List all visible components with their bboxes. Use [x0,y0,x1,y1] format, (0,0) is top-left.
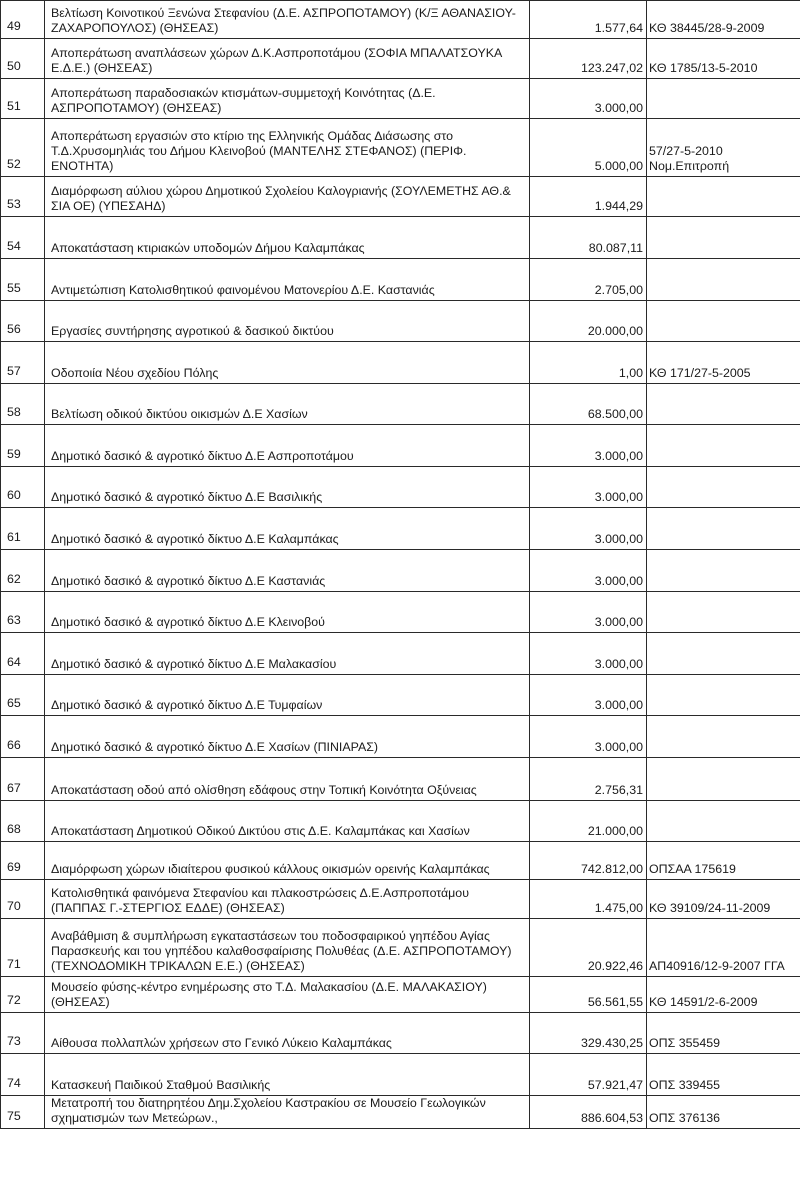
reference-line: ΟΠΣ 339455 [649,1078,721,1092]
project-reference [647,301,800,342]
project-reference [647,592,800,633]
project-reference [647,79,800,119]
project-description: Αντιμετώπιση Κατολισθητικού φαινομένου Ματονερίου Δ.Ε. Καστανιάς [45,259,530,301]
project-reference [647,919,800,977]
project-description: Αποκατάσταση Δημοτικού Οδικού Δικτύου στις Δ.Ε. Καλαμπάκας και Χασίων [45,801,530,842]
project-amount: 3.000,00 [530,467,647,508]
row-number: 49 [1,1,45,39]
project-description: Διαμόρφωση αύλιου χώρου Δημοτικού Σχολείου Καλογριανής (ΣΟΥΛΕΜΕΤΗΣ ΑΘ.& ΣΙΑ ΟΕ) (ΥΠΕΣΑΗΔ) [45,177,530,217]
project-amount: 3.000,00 [530,592,647,633]
table-row [1,880,800,919]
table-row [1,39,800,79]
table-row [1,342,800,384]
row-number: 62 [1,550,45,592]
row-number: 65 [1,675,45,716]
project-amount: 56.561,55 [530,977,647,1013]
project-amount: 3.000,00 [530,79,647,119]
project-description: Αναβάθμιση & συμπλήρωση εγκαταστάσεων του ποδοσφαιρικού γηπέδου Αγίας Παρασκευής και του γηπέδου καλαθοσφαίρισης Πολυθέας (Δ.Ε. ΑΣΠΡΟΠΟΤΑΜΟΥ) (ΤΕΧΝΟΔΟΜΙΚΗ ΤΡΙΚΑΛΩΝ Ε.Ε.) (ΘΗΣΕΑΣ) [45,919,530,977]
reference-line: ΟΠΣ 355459 [649,1036,721,1050]
row-number: 67 [1,758,45,801]
project-description: Εργασίες συντήρησης αγροτικού & δασικού δικτύου [45,301,530,342]
project-reference [647,119,800,177]
reference-line: ΚΘ 1785/13-5-2010 [649,61,758,75]
project-amount: 3.000,00 [530,716,647,758]
project-reference [647,880,800,919]
row-number: 73 [1,1013,45,1054]
table-row [1,842,800,880]
reference-line: ΚΘ 171/27-5-2005 [649,366,751,380]
row-number: 69 [1,842,45,880]
table-row [1,217,800,259]
table-row [1,79,800,119]
project-amount: 886.604,53 [530,1096,647,1129]
table-row [1,633,800,675]
project-description: Δημοτικό δασικό & αγροτικό δίκτυο Δ.Ε Μαλακασίου [45,633,530,675]
row-number: 74 [1,1054,45,1096]
project-description: Αποπεράτωση αναπλάσεων χώρων Δ.Κ.Ασπροποτάμου (ΣΟΦΙΑ ΜΠΑΛΑΤΣΟΥΚΑ Ε.Δ.Ε.) (ΘΗΣΕΑΣ) [45,39,530,79]
project-reference [647,39,800,79]
project-description: Δημοτικό δασικό & αγροτικό δίκτυο Δ.Ε Καλαμπάκας [45,508,530,550]
table-row [1,1013,800,1054]
row-number: 61 [1,508,45,550]
reference-line: ΟΠΣΑΑ 175619 [649,862,736,876]
project-reference [647,342,800,384]
row-number: 54 [1,217,45,259]
project-description: Δημοτικό δασικό & αγροτικό δίκτυο Δ.Ε Βασιλικής [45,467,530,508]
project-amount: 3.000,00 [530,675,647,716]
table-row [1,1,800,39]
project-description: Διαμόρφωση χώρων ιδιαίτερου φυσικού κάλλους οικισμών ορεινής Καλαμπάκας [45,842,530,880]
project-amount: 2.705,00 [530,259,647,301]
table-row [1,977,800,1013]
project-reference [647,1,800,39]
project-amount: 1,00 [530,342,647,384]
project-amount: 80.087,11 [530,217,647,259]
project-amount: 68.500,00 [530,384,647,425]
project-reference [647,467,800,508]
table-row [1,592,800,633]
table-row [1,801,800,842]
project-description: Αίθουσα πολλαπλών χρήσεων στο Γενικό Λύκειο Καλαμπάκας [45,1013,530,1054]
project-description: Δημοτικό δασικό & αγροτικό δίκτυο Δ.Ε Χασίων (ΠΙΝΙΑΡΑΣ) [45,716,530,758]
row-number: 51 [1,79,45,119]
row-number: 64 [1,633,45,675]
project-description: Αποπεράτωση παραδοσιακών κτισμάτων-συμμετοχή Κοινότητας (Δ.Ε. ΑΣΠΡΟΠΟΤΑΜΟΥ) (ΘΗΣΕΑΣ) [45,79,530,119]
project-description: Μετατροπή του διατηρητέου Δημ.Σχολείου Καστρακίου σε Μουσείο Γεωλογικών σχηματισμών των Μετεώρων., [45,1096,530,1129]
reference-line: ΟΠΣ 376136 [649,1111,721,1125]
row-number: 59 [1,425,45,467]
reference-line: ΚΘ 39109/24-11-2009 [649,901,771,915]
row-number: 55 [1,259,45,301]
project-amount: 3.000,00 [530,633,647,675]
project-reference [647,259,800,301]
project-amount: 57.921,47 [530,1054,647,1096]
project-amount: 20.922,46 [530,919,647,977]
row-number: 63 [1,592,45,633]
table-row [1,384,800,425]
project-amount: 20.000,00 [530,301,647,342]
table-row [1,675,800,716]
project-reference [647,633,800,675]
row-number: 50 [1,39,45,79]
project-reference [647,716,800,758]
row-number: 58 [1,384,45,425]
project-reference [647,508,800,550]
table-row [1,1096,800,1129]
project-amount: 21.000,00 [530,801,647,842]
project-amount: 2.756,31 [530,758,647,801]
reference-line: ΚΘ 14591/2-6-2009 [649,995,758,1009]
reference-line: Νομ.Επιτροπή [649,159,730,173]
project-reference [647,550,800,592]
project-reference [647,1096,800,1129]
project-reference [647,425,800,467]
project-description: Αποκατάσταση οδού από ολίσθηση εδάφους στην Τοπική Κοινότητα Οξύνειας [45,758,530,801]
row-number: 70 [1,880,45,919]
reference-line: ΚΘ 38445/28-9-2009 [649,21,765,35]
project-reference [647,217,800,259]
row-number: 75 [1,1096,45,1129]
table-row [1,425,800,467]
row-number: 68 [1,801,45,842]
row-number: 60 [1,467,45,508]
row-number: 57 [1,342,45,384]
row-number: 72 [1,977,45,1013]
project-amount: 1.577,64 [530,1,647,39]
row-number: 56 [1,301,45,342]
project-amount: 5.000,00 [530,119,647,177]
project-reference [647,977,800,1013]
project-amount: 3.000,00 [530,550,647,592]
table-row [1,550,800,592]
project-description: Αποκατάσταση κτιριακών υποδομών Δήμου Καλαμπάκας [45,217,530,259]
table-row [1,177,800,217]
project-description: Κατολισθητικά φαινόμενα Στεφανίου και πλακοστρώσεις Δ.Ε.Ασπροποτάμου (ΠΑΠΠΑΣ Γ.-ΣΤΕΡΓΙΟΣ ΕΔΔΕ) (ΘΗΣΕΑΣ) [45,880,530,919]
project-description: Δημοτικό δασικό & αγροτικό δίκτυο Δ.Ε Ασπροποτάμου [45,425,530,467]
project-description: Δημοτικό δασικό & αγροτικό δίκτυο Δ.Ε Καστανιάς [45,550,530,592]
project-amount: 3.000,00 [530,425,647,467]
row-number: 71 [1,919,45,977]
project-description: Δημοτικό δασικό & αγροτικό δίκτυο Δ.Ε Τυμφαίων [45,675,530,716]
table-body [1,1,800,1129]
table-row [1,1054,800,1096]
row-number: 66 [1,716,45,758]
project-reference [647,1013,800,1054]
table-row [1,919,800,977]
project-amount: 1.475,00 [530,880,647,919]
table-row [1,716,800,758]
project-amount: 742.812,00 [530,842,647,880]
project-amount: 329.430,25 [530,1013,647,1054]
project-amount: 3.000,00 [530,508,647,550]
project-reference [647,384,800,425]
table-row [1,259,800,301]
project-reference [647,801,800,842]
project-description: Βελτίωση οδικού δικτύου οικισμών Δ.Ε Χασίων [45,384,530,425]
row-number: 53 [1,177,45,217]
reference-line: ΑΠ40916/12-9-2007 ΓΓΑ [649,959,785,973]
table-row [1,467,800,508]
row-number: 52 [1,119,45,177]
project-reference [647,675,800,716]
table-row [1,508,800,550]
project-description: Βελτίωση Κοινοτικού Ξενώνα Στεφανίου (Δ.Ε. ΑΣΠΡΟΠΟΤΑΜΟΥ) (Κ/Ξ ΑΘΑΝΑΣΙΟΥ-ΖΑΧΑΡΟΠΟΥΛΟΣ) (ΘΗΣΕΑΣ) [45,1,530,39]
table-row [1,758,800,801]
project-description: Δημοτικό δασικό & αγροτικό δίκτυο Δ.Ε Κλεινοβού [45,592,530,633]
project-description: Οδοποιία Νέου σχεδίου Πόλης [45,342,530,384]
project-reference [647,758,800,801]
project-amount: 1.944,29 [530,177,647,217]
project-amount: 123.247,02 [530,39,647,79]
reference-line: 57/27-5-2010 [649,144,723,158]
project-description: Μουσείο φύσης-κέντρο ενημέρωσης στο Τ.Δ. Μαλακασίου (Δ.Ε. ΜΑΛΑΚΑΣΙΟΥ) (ΘΗΣΕΑΣ) [45,977,530,1013]
project-reference [647,842,800,880]
table-row [1,301,800,342]
table-row [1,119,800,177]
project-description: Κατασκευή Παιδικού Σταθμού Βασιλικής [45,1054,530,1096]
project-reference [647,177,800,217]
project-reference [647,1054,800,1096]
project-description: Αποπεράτωση εργασιών στο κτίριο της Ελληνικής Ομάδας Διάσωσης στο Τ.Δ.Χρυσομηλιάς του Δήμου Κλεινοβού (ΜΑΝΤΕΛΗΣ ΣΤΕΦΑΝΟΣ) (ΠΕΡΙΦ. ΕΝΟΤΗΤΑ) [45,119,530,177]
